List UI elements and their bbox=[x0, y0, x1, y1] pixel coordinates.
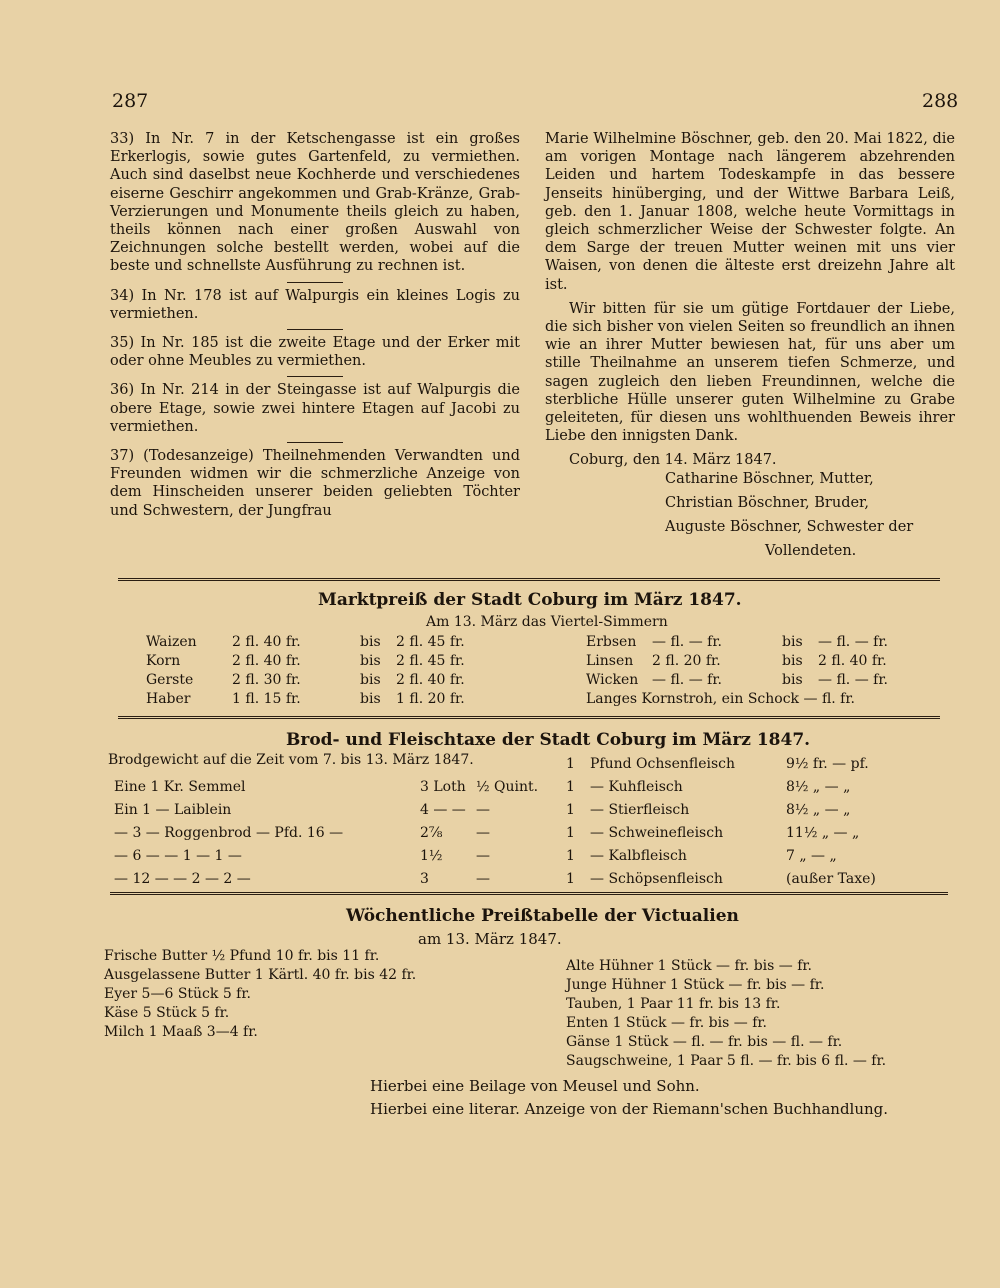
market-subtitle: Am 13. März das Viertel-Simmern bbox=[426, 614, 668, 630]
signature-3: Auguste Böschner, Schwester der bbox=[665, 519, 914, 536]
weekly-list-left bbox=[104, 948, 416, 1043]
list-item: Frische Butter ½ Pfund 10 fr. bis 11 fr. bbox=[104, 948, 380, 964]
ad-35: 35) In Nr. 185 ist die zweite Etage und der Erker mit oder ohne Meubles zu vermiethen. bbox=[110, 335, 520, 370]
table-row: Wicken — fl. — fr. bis — fl. — fr. bbox=[586, 671, 888, 688]
table-row: Korn 2 fl. 40 fr. bis 2 fl. 45 fr. bbox=[146, 652, 465, 669]
death-notice-thanks: Wir bitten für sie um gütige Fortdauer der Liebe, die sich bisher von vielen Seiten so freundlich an ihnen wie an ihrer Mutter bewiesen hat, für uns aber um stille Theilnahme an unserem tiefen Schmerze, und sagen zugleich den lieben Freundinnen, welche die sterbliche Hülle unserer guten Wilhelmine zu Grabe geleiteten, für diesen uns wohlthuenden Beweis ihrer Liebe den innigsten Dank. bbox=[545, 300, 955, 445]
table-row: Waizen 2 fl. 40 fr. bis 2 fl. 45 fr. bbox=[146, 633, 465, 650]
market-title: Marktpreiß der Stadt Coburg im März 1847. bbox=[318, 590, 742, 610]
table-row: — 6 — — 1 — 1 — 1½ — bbox=[114, 847, 490, 864]
table-row: Ein 1 — Laiblein 4 — — — bbox=[114, 801, 490, 818]
straw-price: Langes Kornstroh, ein Schock — fl. fr. bbox=[586, 691, 855, 707]
list-item: Saugschweine, 1 Paar 5 fl. — fr. bis 6 fl. — fr. bbox=[566, 1053, 887, 1069]
footer-supplement-1: Hierbei eine Beilage von Meusel und Sohn. bbox=[370, 1077, 700, 1095]
ad-37-death-notice: 37) (Todesanzeige) Theilnehmenden Verwandten und Freunden widmen wir die schmerzliche Anzeige von dem Hinscheiden unserer beiden geliebten Töchter und Schwestern, der Jungfrau bbox=[110, 448, 520, 519]
legume-price-table bbox=[586, 632, 896, 689]
table-row: Linsen 2 fl. 20 fr. bis 2 fl. 40 fr. bbox=[586, 652, 887, 669]
table-row: — 12 — — 2 — 2 — 3 — bbox=[114, 870, 490, 887]
ad-33: 33) In Nr. 7 in der Ketschengasse ist ein großes Erkerlogis, sowie gutes Gartenfeld, zu vermiethen. Auch sind daselbst neue Kochherde und verschiedenes eiserne Geschirr angekommen und Grab-Kränze, Grab-Verzierungen und Monumente theils gleich zu haben, theils können nach einer großen Auswahl von Zeichnungen solche bestellt werden, wobei auf die beste und schnellste Ausführung zu rechnen ist. bbox=[110, 131, 520, 275]
list-item: Eyer 5—6 Stück 5 fr. bbox=[104, 986, 251, 1002]
section-rule bbox=[110, 892, 948, 895]
footer-supplement-2: Hierbei eine literar. Anzeige von der Riemann'schen Buchhandlung. bbox=[370, 1100, 889, 1118]
signature-2: Christian Böschner, Bruder, bbox=[665, 494, 869, 511]
page-number-left: 287 bbox=[112, 90, 149, 112]
left-column bbox=[110, 130, 520, 526]
ad-36: 36) In Nr. 214 in der Steingasse ist auf Walpurgis die obere Etage, sowie zwei hintere Etagen auf Jacobi zu vermiethen. bbox=[110, 382, 520, 435]
grain-price-table bbox=[146, 632, 473, 708]
page-number-right: 288 bbox=[922, 90, 959, 112]
table-row: 1 — Kuhfleisch 8½ „ — „ bbox=[566, 778, 851, 795]
divider bbox=[287, 442, 343, 443]
list-item: Gänse 1 Stück — fl. — fr. bis — fl. — fr. bbox=[566, 1034, 843, 1050]
table-row: 1 — Schöpsenfleisch (außer Taxe) bbox=[566, 870, 876, 887]
right-column bbox=[545, 130, 955, 566]
place-date: Coburg, den 14. März 1847. bbox=[569, 452, 777, 469]
list-item: Enten 1 Stück — fr. bis — fr. bbox=[566, 1015, 767, 1031]
list-item: Milch 1 Maaß 3—4 fr. bbox=[104, 1024, 258, 1040]
table-row: — 3 — Roggenbrod — Pfd. 16 — 2⅞ — bbox=[114, 824, 490, 841]
table-row: 1 Pfund Ochsenfleisch 9½ fr. — pf. bbox=[566, 755, 869, 772]
list-item: Ausgelassene Butter 1 Kärtl. 40 fr. bis 42 fr. bbox=[104, 967, 417, 983]
section-rule bbox=[118, 716, 940, 719]
list-item: Tauben, 1 Paar 11 fr. bis 13 fr. bbox=[566, 996, 781, 1012]
divider bbox=[287, 282, 343, 283]
signature-1: Catharine Böschner, Mutter, bbox=[665, 470, 874, 487]
table-row: Eine 1 Kr. Semmel 3 Loth ½ Quint. bbox=[114, 778, 539, 795]
weekly-subtitle: am 13. März 1847. bbox=[418, 930, 562, 948]
list-item: Junge Hühner 1 Stück — fr. bis — fr. bbox=[566, 977, 825, 993]
bread-weight-table bbox=[114, 775, 544, 890]
section-rule bbox=[118, 578, 940, 581]
weekly-title: Wöchentliche Preißtabelle der Victualien bbox=[346, 906, 739, 926]
weekly-list-right bbox=[566, 958, 886, 1072]
table-row: Haber 1 fl. 15 fr. bis 1 fl. 20 fr. bbox=[146, 690, 465, 707]
list-item: Alte Hühner 1 Stück — fr. bis — fr. bbox=[566, 958, 812, 974]
meat-tax-table bbox=[566, 752, 882, 890]
divider bbox=[287, 376, 343, 377]
table-row: Erbsen — fl. — fr. bis — fl. — fr. bbox=[586, 633, 888, 650]
divider bbox=[287, 329, 343, 330]
signature-4: Vollendeten. bbox=[765, 543, 857, 560]
bread-tax-title: Brod- und Fleischtaxe der Stadt Coburg im März 1847. bbox=[286, 730, 811, 750]
death-notice-continued: Marie Wilhelmine Böschner, geb. den 20. Mai 1822, die am vorigen Montage nach längerem abzehrenden Leiden und hartem Todeskampfe in das bessere Jenseits hinüberging, und der Wittwe Barbara Leiß, geb. den 1. Januar 1808, welche heute Vormittags in gleich schmerzlicher Weise der Schwester folgte. An dem Sarge der treuen Mutter weinen mit uns vier Waisen, von denen die älteste erst dreizehn Jahre alt ist. bbox=[545, 131, 955, 293]
table-row: 1 — Stierfleisch 8½ „ — „ bbox=[566, 801, 851, 818]
bread-weight-subtitle: Brodgewicht auf die Zeit vom 7. bis 13. März 1847. bbox=[108, 752, 474, 768]
table-row: 1 — Schweinefleisch 11½ „ — „ bbox=[566, 824, 860, 841]
table-row: Gerste 2 fl. 30 fr. bis 2 fl. 40 fr. bbox=[146, 671, 465, 688]
list-item: Käse 5 Stück 5 fr. bbox=[104, 1005, 230, 1021]
ad-34: 34) In Nr. 178 ist auf Walpurgis ein kleines Logis zu vermiethen. bbox=[110, 287, 520, 322]
table-row: 1 — Kalbfleisch 7 „ — „ bbox=[566, 847, 837, 864]
